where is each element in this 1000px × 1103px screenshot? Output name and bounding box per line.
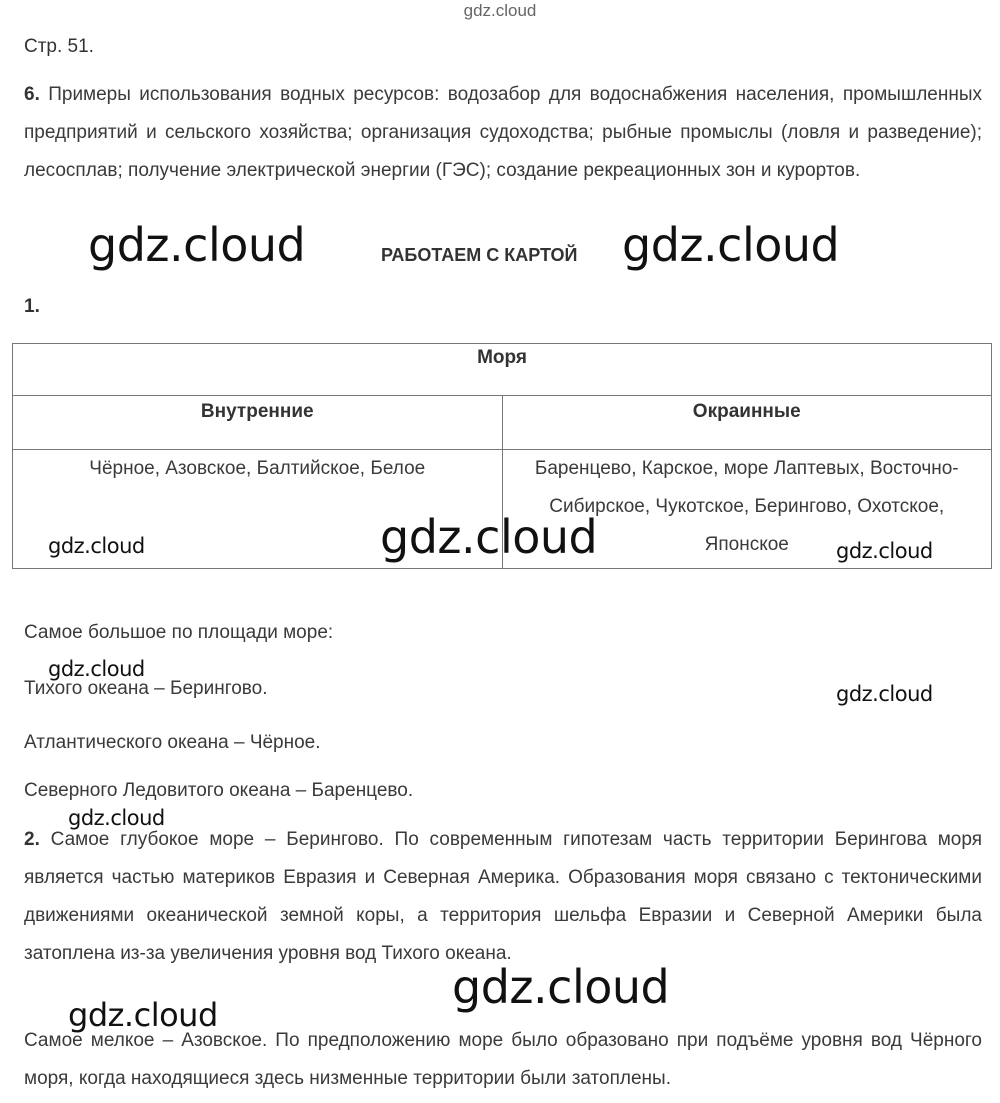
shallow-sea-paragraph: Самое мелкое – Азовское. По предположению море было образовано при подъёме уровня вод Чёрного моря, когда находящиеся здесь низменные территории были затоплены.: [24, 1030, 982, 1089]
column-header-inner: Внутренние: [13, 396, 503, 450]
largest-sea-pacific: Тихого океана – Берингово.: [24, 678, 268, 699]
watermark: gdz.cloud: [68, 806, 165, 830]
watermark-top: gdz.cloud: [463, 1, 537, 20]
watermark: gdz.cloud: [88, 218, 306, 272]
watermark: gdz.cloud: [836, 539, 933, 563]
largest-sea-atlantic: Атлантического океана – Чёрное.: [24, 732, 321, 753]
watermark: gdz.cloud: [48, 534, 145, 558]
task-6-number: 6.: [24, 84, 49, 105]
task-6-text: Примеры использования водных ресурсов: водозабор для водоснабжения населения, промышленных предприятий и сельского хозяйства; организация судоходства; рыбные промыслы (ловля и разведение); лесосплав; получение электрической энергии (ГЭС); создание рекреационных зон и курортов.: [24, 84, 983, 181]
task-2-text: Самое глубокое море – Берингово. По современным гипотезам часть территории Берингова моря является частью материков Евразия и Северная Америка. Образования моря связано с тектоническими движениями океанической земной коры, а территория шельфа Евразии и Северной Америки была затоплена из-за увеличения уровня вод Тихого океана.: [24, 829, 983, 964]
watermark: gdz.cloud: [452, 960, 670, 1014]
watermark: gdz.cloud: [622, 218, 840, 272]
task-6-paragraph: [24, 76, 982, 190]
task-2-paragraph: [24, 821, 982, 973]
watermark: gdz.cloud: [48, 657, 145, 681]
watermark: gdz.cloud: [380, 510, 598, 564]
largest-sea-arctic: Северного Ледовитого океана – Баренцево.: [24, 780, 414, 801]
largest-sea-intro: Самое большое по площади море:: [24, 622, 334, 643]
task-2-number: 2.: [24, 829, 51, 850]
column-header-outer: Окраинные: [502, 396, 992, 450]
page-reference: Стр. 51.: [24, 36, 94, 57]
task-1-number: 1.: [24, 296, 40, 317]
watermark: gdz.cloud: [68, 996, 218, 1034]
inner-seas-cell: Чёрное, Азовское, Балтийское, Белое: [13, 450, 503, 569]
seas-table-title: Моря: [13, 344, 992, 396]
section-title: РАБОТАЕМ С КАРТОЙ: [381, 245, 578, 265]
watermark: gdz.cloud: [836, 682, 933, 706]
outer-seas-cell: Баренцево, Карское, море Лаптевых, Восточно-Сибирское, Чукотское, Берингово, Охотское, Японское: [502, 450, 992, 569]
